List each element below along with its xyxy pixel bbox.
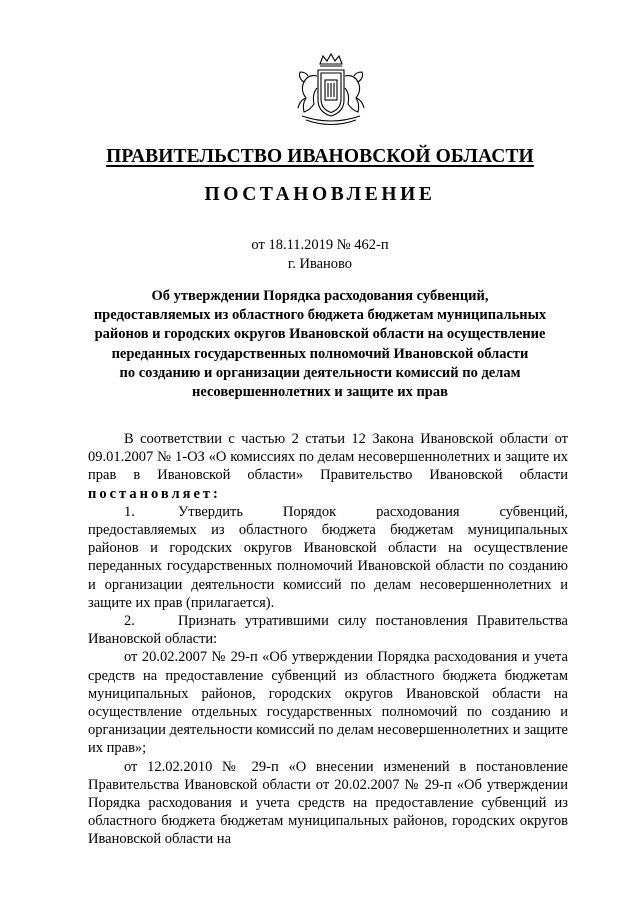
preamble-paragraph	[88, 430, 568, 503]
organization-name: ПРАВИТЕЛЬСТВО ИВАНОВСКОЙ ОБЛАСТИ	[106, 146, 534, 167]
subitem-1-paragraph: от 20.02.2007 № 29-п «Об утверждении Порядка расходования и учета средств на предоставление субвенций из областного бюджета бюджетам муниципальных районов, городских округов Ивановской области на осуществление отдельных государственных полномочий по созданию и организации деятельности комиссий по делам несовершеннолетних и защите их прав»;	[88, 649, 568, 757]
title-line: предоставляемых из областного бюджета бюджетам муниципальных	[93, 307, 547, 324]
document-type: ПОСТАНОВЛЕНИЕ	[204, 184, 436, 205]
title-line: несовершеннолетних и защите их прав	[192, 384, 448, 401]
title-line: переданных государственных полномочий Ивановской области	[111, 345, 529, 362]
date-number: от 18.11.2019 № 462-п	[251, 237, 389, 253]
document-body	[88, 430, 568, 849]
preamble-text: В соответствии с частью 2 статьи 12 Закона Ивановской области от 09.01.2007 № 1-ОЗ «О комиссиях по делам несовершеннолетних и защите их прав в Ивановской области» Правительство Ивановской области	[88, 431, 568, 484]
item-2-number: 2.	[124, 613, 135, 630]
title-line: районов и городских округов Ивановской области на осуществление	[94, 326, 546, 343]
city: г. Иваново	[287, 256, 353, 272]
title-line: Об утверждении Порядка расходования субвенций,	[151, 288, 489, 304]
item-2-paragraph	[88, 612, 568, 648]
resolves-word: постановляет:	[88, 485, 221, 502]
document-meta	[0, 236, 640, 274]
item-2-text: Признать утратившими силу постановления Правительства Ивановской области:	[88, 613, 568, 648]
coat-of-arms-emblem	[290, 50, 372, 130]
document-title	[60, 287, 580, 402]
item-1-number: 1.	[124, 503, 135, 520]
subitem-2-paragraph: от 12.02.2010 № 29-п «О внесении изменений в постановление Правительства Ивановской области от 20.02.2007 № 29-п «Об утверждении Порядка расходования и учета средств на предоставление субвенций из областного бюджета бюджетам муниципальных районов, городских округов Ивановской области на	[88, 758, 568, 848]
title-line: по созданию и организации деятельности комиссий по делам	[119, 364, 521, 381]
item-1-text: Утвердить Порядок расходования субвенций, предоставляемых из областного бюджета бюджетам муниципальных районов и городских округов Ивановской области на осуществление переданных государственных полномочий Ивановской области по созданию и организации деятельности комиссий по делам несовершеннолетних и защите их прав (прилагается).	[88, 503, 568, 611]
item-1-paragraph	[88, 503, 568, 612]
